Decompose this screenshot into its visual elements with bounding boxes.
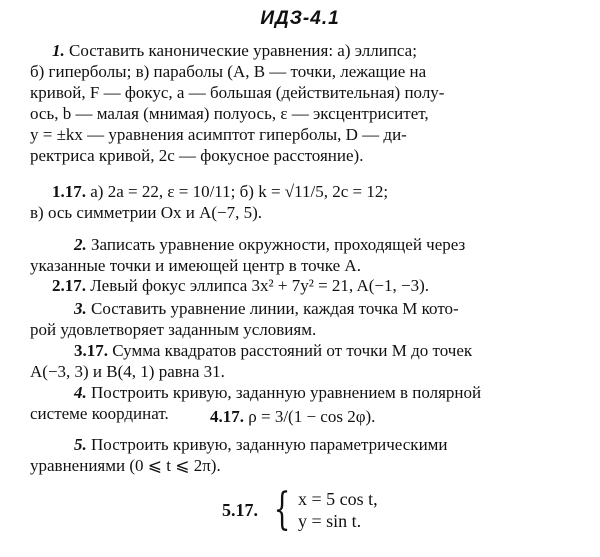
task-2-line-1: 2. Записать уравнение окружности, проходящей через [74,235,466,254]
problem-3-17-number: 3.17. [74,341,108,360]
task-2-number: 2. [74,235,87,254]
task-1-line-4: ось, b — малая (мнимая) полуось, ε — эксцентриситет, [30,104,429,123]
problem-3-17 [30,340,572,382]
task-2-line-2: указанные точки и имеющей центр в точке A. [30,256,361,275]
equation-x: x = 5 cos t, [298,489,378,509]
left-brace-icon: { [273,484,291,535]
task-5-line-2: уравнениями (0 ⩽ t ⩽ 2π). [30,456,221,475]
task-5-number: 5. [74,435,87,454]
task-3-line-2: рой удовлетворяет заданным условиям. [30,320,317,339]
problem-3-17-line-2: A(−3, 3) и B(4, 1) равна 31. [30,362,225,381]
problem-1-17-line-1: 1.17. а) 2a = 22, ε = 10/11; б) k = √11/5, 2c = 12; [52,182,389,201]
task-1-line-5: y = ±kx — уравнения асимптот гиперболы, D — ди- [30,125,407,144]
equation-system [298,488,378,532]
problem-4-17-number: 4.17. [210,407,244,426]
task-3-number: 3. [74,299,87,318]
problem-5-17 [222,484,378,535]
problem-1-17 [30,181,572,223]
task-2 [30,234,572,276]
page-title: ИДЗ-4.1 [260,8,340,29]
task-1-line-1: 1. Составить канонические уравнения: а) эллипса; [52,41,417,60]
task-1-line-3: кривой, F — фокус, a — большая (действительная) полу- [30,83,445,102]
problem-2-17 [30,275,572,296]
problem-4-17-line-1: 4.17. ρ = 3/(1 − cos 2φ). [210,407,376,426]
task-1 [30,40,572,166]
problem-5-17-number: 5.17. [222,499,258,520]
task-3 [30,298,572,340]
task-3-line-1: 3. Составить уравнение линии, каждая точка M кото- [74,299,459,318]
task-1-number: 1. [52,41,65,60]
problem-3-17-line-1: 3.17. Сумма квадратов расстояний от точки M до точек [74,341,473,360]
task-4-line-2: системе координат. [30,404,169,423]
problem-2-17-line-1: 2.17. Левый фокус эллипса 3x² + 7y² = 21, A(−1, −3). [52,276,429,295]
problem-1-17-number: 1.17. [52,182,86,201]
task-4-line-1: 4. Построить кривую, заданную уравнением в полярной [74,383,482,402]
equation-y: y = sin t. [298,511,362,531]
problem-1-17-line-2: в) ось симметрии Ox и A(−7, 5). [30,203,263,222]
task-4-number: 4. [74,383,87,402]
problem-4-17 [210,406,570,427]
task-1-line-2: б) гиперболы; в) параболы (A, B — точки, лежащие на [30,62,427,81]
task-5 [30,434,572,476]
task-5-line-1: 5. Построить кривую, заданную параметрическими [74,435,448,454]
task-1-line-6: ректриса кривой, 2c — фокусное расстояние). [30,146,364,165]
problem-2-17-number: 2.17. [52,276,86,295]
